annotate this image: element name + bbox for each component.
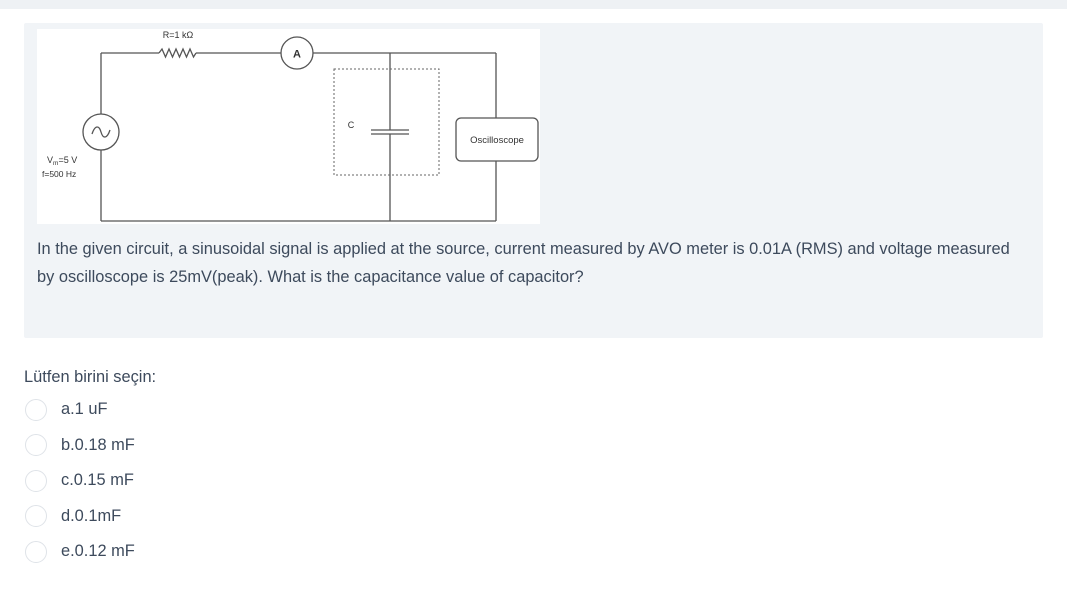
answer-option-e[interactable]	[24, 534, 135, 570]
answer-label[interactable]: e.0.12 mF	[61, 542, 135, 561]
answer-label[interactable]: b.0.18 mF	[61, 435, 135, 454]
radio-button[interactable]	[25, 505, 47, 527]
radio-button[interactable]	[25, 399, 47, 421]
source-frequency-label: f=500 Hz	[42, 169, 77, 179]
radio-button[interactable]	[25, 434, 47, 456]
answer-label[interactable]: c.0.15 mF	[61, 471, 134, 490]
source-voltage-label: $V_m=5$ V	[47, 155, 78, 167]
circuit-diagram	[37, 29, 540, 224]
answer-option-d[interactable]	[24, 499, 135, 535]
radio-button[interactable]	[25, 541, 47, 563]
circuit-wires	[101, 49, 496, 221]
answer-option-a[interactable]	[24, 392, 135, 428]
resistor-label: R=1 kΩ	[162, 30, 194, 40]
question-text: In the given circuit, a sinusoidal signal is applied at the source, current measured by AVO meter is 0.01A (RMS) and voltage measured by oscilloscope is 25mV(peak). What is the capacitance value of capacitor?	[37, 240, 1010, 286]
answer-options	[24, 392, 135, 570]
answer-prompt: Lütfen birini seçin:	[24, 368, 157, 386]
top-bar	[0, 0, 1067, 9]
oscilloscope-label: Oscilloscope	[470, 135, 524, 146]
ammeter-label: A	[293, 48, 301, 61]
capacitor-label: C	[347, 120, 355, 130]
answer-label[interactable]: a.1 uF	[61, 400, 108, 419]
answer-option-c[interactable]	[24, 463, 135, 499]
radio-button[interactable]	[25, 470, 47, 492]
answer-label[interactable]: d.0.1mF	[61, 506, 122, 525]
answer-option-b[interactable]	[24, 428, 135, 464]
